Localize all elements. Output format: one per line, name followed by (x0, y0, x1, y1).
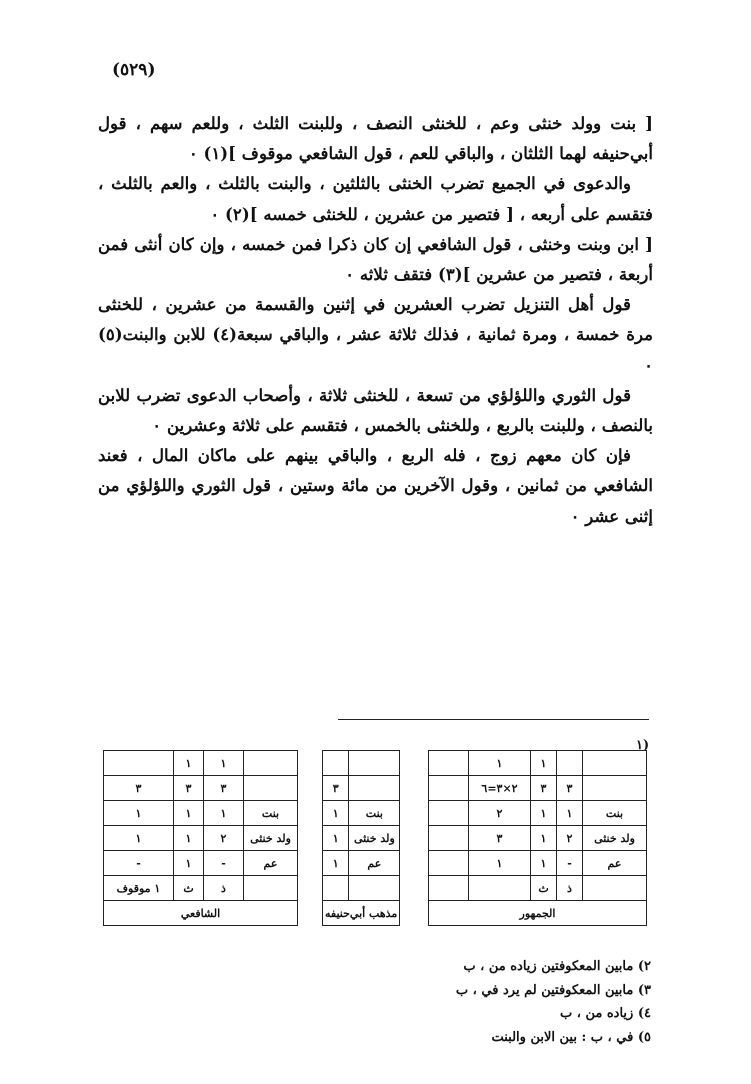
table-row (104, 876, 298, 901)
table-row (323, 851, 400, 876)
table-cell: ٢ (204, 826, 244, 851)
table-cell: عم (244, 851, 298, 876)
table-cell: ث (174, 876, 204, 901)
table-cell: ٣ (104, 776, 174, 801)
table-cell (583, 776, 647, 801)
table-cell: ٢ (469, 801, 531, 826)
table-cell: ١ (204, 801, 244, 826)
table-jumhur (428, 750, 647, 926)
table-row (104, 751, 298, 776)
table-shafii (103, 750, 298, 926)
table-caption: مذهب أبي‌حنيفه (323, 901, 400, 926)
table-cell: - (204, 851, 244, 876)
table-cell: ١ (174, 851, 204, 876)
table-row (429, 801, 647, 826)
table-cell: ٣ (557, 776, 583, 801)
table-cell: ذ (557, 876, 583, 901)
table-cell (429, 851, 469, 876)
table-row (429, 851, 647, 876)
table-cell: عم (349, 851, 400, 876)
table-cell: ٣ (323, 776, 349, 801)
table-row (104, 776, 298, 801)
table-cell (429, 826, 469, 851)
table-caption-row (323, 901, 400, 926)
table-row (429, 826, 647, 851)
table-cell: ١ (174, 801, 204, 826)
table-cell: ٣ (174, 776, 204, 801)
table-cell: ١ (104, 801, 174, 826)
table-cell: ١ (531, 851, 557, 876)
table-cell: ٣ (204, 776, 244, 801)
table-caption-row (429, 901, 647, 926)
table-cell (323, 751, 349, 776)
table-cell: - (557, 851, 583, 876)
paragraph: قول أهل التنزيل تضرب العشرين في إثنين والقسمة من عشرين ، للخنثى مرة خمسة ، ومرة ثمانية ، فذلك ثلاثة عشر ، والباقي سبعة(٤) للابن والبنت(٥) ٠ (98, 294, 653, 375)
table-cell: ١ (323, 851, 349, 876)
table-cell: - (104, 851, 174, 876)
footnote: ٤) زياده من ، ب (560, 1006, 651, 1021)
table-row (323, 876, 400, 901)
table-cell: ١ (469, 751, 531, 776)
table-row (323, 801, 400, 826)
table-cell: بنت (583, 801, 647, 826)
table-caption: الجمهور (429, 901, 647, 926)
paragraph: [ ابن وبنت وخنثى ، قول الشافعي إن كان ذكرا فمن خمسه ، وإن كان أنثى فمن أربعة ، فتصير من عشرين ](٣) فتقف ثلاثه ٠ (98, 233, 653, 285)
table-row (323, 751, 400, 776)
table-cell: ٣ (469, 826, 531, 851)
table-cell (349, 876, 400, 901)
table-cell: بنت (349, 801, 400, 826)
table-abu-hanifa (322, 750, 400, 926)
table-cell (429, 751, 469, 776)
table-row (429, 876, 647, 901)
table-cell: عم (583, 851, 647, 876)
table-cell: ث (531, 876, 557, 901)
table-cell: ولد خنثى (244, 826, 298, 851)
table-cell (349, 776, 400, 801)
table-cell (349, 751, 400, 776)
main-text (98, 108, 653, 531)
footnote: ٣) مابين المعكوفتين لم يرد في ، ب (455, 982, 651, 998)
table-cell: ١ (174, 751, 204, 776)
footnote: ٥) في ، ب : بين الابن والبنت (491, 1029, 651, 1045)
table-cell (557, 751, 583, 776)
table-cell: ١ (531, 801, 557, 826)
table-cell (323, 876, 349, 901)
table-cell: ٢×٣=٦ (469, 776, 531, 801)
table-cell (583, 751, 647, 776)
table-row (429, 776, 647, 801)
table-cell: ١ (104, 826, 174, 851)
page-number: (٥٢٩) (112, 60, 156, 80)
footnote: ٢) مابين المعكوفتين زياده من ، ب (463, 959, 651, 974)
table-cell (429, 876, 469, 901)
table-row (104, 851, 298, 876)
table-cell: ٢ (557, 826, 583, 851)
table-cell: ١ (323, 826, 349, 851)
paragraph: فإن كان معهم زوج ، فله الربع ، والباقي بينهم على ماكان المال ، فعند الشافعي من ثمانين ، وقول الآخرين من مائة وستين ، قول الثوري واللؤلؤي من إثنى عشر ٠ (98, 445, 653, 526)
table-row (323, 826, 400, 851)
table-row (104, 826, 298, 851)
table-row (104, 801, 298, 826)
table-cell: ٣ (531, 776, 557, 801)
table-cell (583, 876, 647, 901)
table-cell: ١ موقوف (104, 876, 174, 901)
table-cell: ١ (469, 851, 531, 876)
table-cell (429, 801, 469, 826)
table-cell (244, 876, 298, 901)
table-cell: ١ (323, 801, 349, 826)
table-row (323, 776, 400, 801)
table-cell: ذ (204, 876, 244, 901)
table-cell (244, 751, 298, 776)
footnote-marker: ١) (636, 738, 650, 753)
table-cell: ١ (557, 801, 583, 826)
paragraph: [ بنت وولد خنثى وعم ، للخنثى النصف ، وللبنت الثلث ، وللعم سهم ، قول أبي‌حنيفه لهما الثلثان ، والباقي للعم ، قول الشافعي موقوف ](١) ٠ (98, 113, 653, 164)
table-cell: ١ (174, 826, 204, 851)
paragraph: قول الثوري واللؤلؤي من تسعة ، للخنثى ثلاثة ، وأصحاب الدعوى تضرب للابن بالنصف ، وللبنت بالربع ، وللخنثى بالخمس ، فتقسم على ثلاثة وعشرين ٠ (98, 384, 653, 436)
table-cell (104, 751, 174, 776)
table-cell: بنت (244, 801, 298, 826)
table-row (429, 751, 647, 776)
table-cell (244, 776, 298, 801)
table-caption: الشافعي (104, 901, 298, 926)
table-cell: ولد خنثى (583, 826, 647, 851)
paragraph: والدعوى في الجميع تضرب الخنثى بالثلثين ، والبنت بالثلث ، والعم بالثلث ، فتقسم على أربعه ، [ فتصير من عشرين ، للخنثى خمسه ](٢) ٠ (98, 173, 653, 224)
table-cell: ولد خنثى (349, 826, 400, 851)
table-cell (429, 776, 469, 801)
table-cell (469, 876, 531, 901)
footnotes (321, 955, 651, 1049)
footnote-divider (338, 719, 649, 720)
table-cell: ١ (531, 826, 557, 851)
table-cell: ١ (531, 751, 557, 776)
table-cell: ١ (204, 751, 244, 776)
table-caption-row (104, 901, 298, 926)
